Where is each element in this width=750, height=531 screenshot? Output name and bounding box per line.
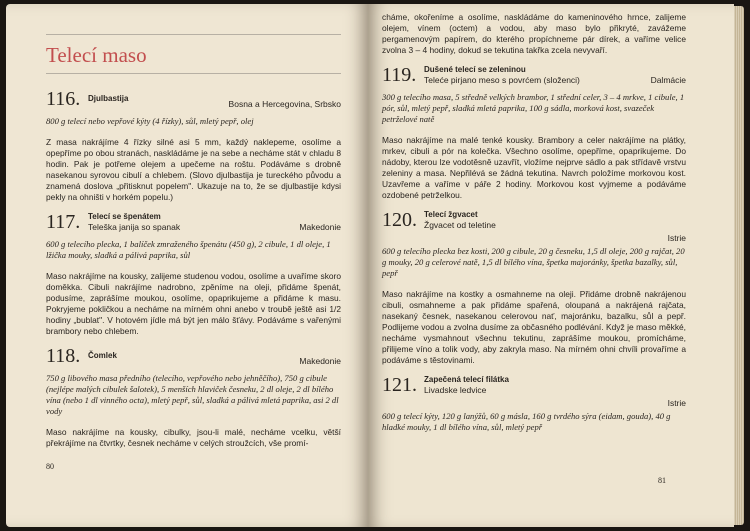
recipe-origin: Istrie — [667, 233, 686, 243]
recipe-119-header — [382, 64, 686, 86]
recipe-118-ingredients: 750 g libového masa předního (telecího, vepřového nebo jehněčího), 750 g cibule (nejlépe malých cibulek šalotek), 5 menších hlaviček česneku, 2 dl oleje, 2 dl bílého vína (nebo 1 dl vinného octa), mletý pepř, sůl, sladká a pálivá mletá paprika, asi 2 dl vody — [46, 373, 339, 416]
page-number-left: 80 — [46, 462, 54, 471]
page-edges — [734, 6, 744, 525]
recipe-name: Djulbastija — [88, 94, 129, 103]
recipe-117-ingredients: 600 g telecího plecka, 1 balíček zmraženého špenátu (450 g), 2 cibule, 1 dl oleje, 1 lžička mouky, sladká a pálivá paprika, sůl — [46, 239, 331, 260]
recipe-118-instructions: Maso nakrájíme na kousky, cibulky, jsou-li malé, necháme vcelku, větší překrájíme na čtvrtky, česnek necháme v celých stroužcích, vše promí- — [46, 427, 341, 448]
recipe-number: 118. — [46, 345, 81, 367]
recipe-origin: Makedonie — [299, 222, 341, 232]
recipe-subtitle: Livadske ledvice — [424, 385, 487, 395]
recipe-116-header — [46, 88, 341, 110]
recipe-origin: Makedonie — [299, 356, 341, 366]
recipe-names — [424, 375, 686, 396]
recipe-118-header — [46, 345, 341, 367]
recipe-names — [424, 65, 686, 86]
recipe-origin: Dalmácie — [650, 75, 686, 85]
recipe-number: 117. — [46, 211, 81, 233]
title-rule — [46, 73, 341, 74]
recipe-117-instructions: Maso nakrájíme na kousky, zalijeme studenou vodou, osolíme a uvaříme skoro doměkka. Cibuli nakrájíme nadrobno, zpěníme na oleji, přidáme špenát, podusíme, zaprášíme moukou, osolíme, opaprikujeme a přidáme k masu. Pokryjeme pokličkou a necháme na mírném ohni anebo v troubě ještě asi 1/2 hodiny „bublat". V hotovém jídle má být jen málo šťávy. Podáváme s vařenými brambory nebo chlebem. — [46, 271, 341, 336]
recipe-117-header — [46, 211, 341, 233]
top-rule — [46, 34, 341, 35]
recipe-name: Telecí se špenátem — [88, 212, 161, 221]
recipe-number: 116. — [46, 88, 81, 110]
recipe-121-ingredients: 600 g telecí kýty, 120 g lanýžů, 60 g másla, 160 g tvrdého sýra (eidam, gouda), 40 g hladké mouky, 1 dl bílého vína, sůl, mletý pepř — [382, 411, 671, 432]
recipe-116-ingredients: 800 g telecí nebo vepřové kýty (4 řízky), sůl, mletý pepř, olej — [46, 116, 254, 126]
recipe-118-continuation: cháme, okořeníme a osolíme, naskládáme do kameninového hrnce, zalijeme olejem, vínem (octem) a vodou, aby maso bylo přikryté, zavážeme pergamenovým papírem, do kterého propíchneme pár dírek, a vaříme velice zvolna 3 – 4 hodiny, dokud se tekutina takřka zcela nevyvaří. — [382, 12, 686, 55]
right-column — [382, 12, 686, 443]
page-number-right: 81 — [658, 476, 666, 485]
recipe-origin: Bosna a Hercegovina, Srbsko — [228, 99, 341, 109]
recipe-119-ingredients: 300 g telecího masa, 5 středně velkých brambor, 1 střední celer, 3 – 4 mrkve, 1 cibule, 1 pór, sůl, mletý pepř, sladká mletá paprika, 100 g sádla, morková kost, svazeček petrželové natě — [382, 92, 685, 124]
open-book — [6, 4, 744, 527]
recipe-121-header — [382, 374, 686, 396]
recipe-name: Čomlek — [88, 351, 117, 360]
recipe-120-header — [382, 209, 686, 231]
recipe-120-ingredients: 600 g telecího plecka bez kosti, 200 g cibule, 20 g česneku, 1,5 dl oleje, 200 g rajčat, 20 g mouky, 20 g celerové natě, 1,5 dl bílého vína, špetka majoránky, špetka bazalky, sůl, pepř — [382, 246, 685, 278]
left-page — [6, 4, 368, 527]
chapter-title: Telecí maso — [46, 43, 147, 67]
left-column — [46, 34, 341, 457]
recipe-subtitle: Teleška janija so spanak — [88, 222, 181, 232]
recipe-116-instructions: Z masa nakrájíme 4 řízky silné asi 5 mm, každý naklepeme, osolíme a opepříme po obou stranách, naskládáme je na sebe a necháme stát v chladu 8 hodin. Pak je potřeme olejem a upečeme na roštu. Podáváme s drobně nasekanou syrovou cibulí a chlebem. (Slovo djulbastija je tureckého původu a znamená doslova „přitisknut popelem". Ukazuje na to, že se djulbastije kdysi pekly na ohništi v horkém popelu.) — [46, 137, 341, 202]
recipe-names — [424, 210, 686, 231]
recipe-subtitle: Žgvacet od teletine — [424, 220, 496, 230]
recipe-number: 121. — [382, 374, 417, 396]
recipe-120-instructions: Maso nakrájíme na kostky a osmahneme na oleji. Přidáme drobně nakrájenou cibuli, osmahneme a pak přidáme spařená, oloupaná a nakrájená rajčata, nasekaný česnek, nasekanou celerovou nať, majoránku, bazalku, sůl a pepř. Podlijeme vodou a zvolna dusíme za občasného podlévání. Když je maso měkké, necháme vysmahnout všechnu tekutinu, zaprášíme moukou, promícháme, přilijeme víno a tolik vody, aby zakryla maso. Na mírném ohni chvíli provaříme a podáváme s těstovinami. — [382, 289, 686, 365]
recipe-name: Zapečená telecí filátka — [424, 375, 509, 384]
recipe-119-instructions: Maso nakrájíme na malé tenké kousky. Brambory a celer nakrájíme na plátky, mrkev, cibuli a pór na kolečka. Všechno osolíme, opepříme, opaprikujeme. Do nádoby, kterou lze vodotěsně uzavřít, vložíme nejprve sádlo a pak střídavě vrstvu zeleniny a masa. Nepřilévá se žádná tekutina. Navrch položíme morkovou kost. Uzavřeme a vaříme v páře 2 hodiny. Morkovou kost vyjmeme a podáváme ozdobené petrželkou. — [382, 135, 686, 200]
right-page — [368, 4, 734, 527]
recipe-origin: Istrie — [667, 398, 686, 408]
recipe-subtitle: Teleće pirjano meso s povrćem (složenci) — [424, 75, 580, 85]
recipe-number: 120. — [382, 209, 417, 231]
recipe-name: Telecí žgvacet — [424, 210, 478, 219]
recipe-name: Dušené telecí se zeleninou — [424, 65, 526, 74]
recipe-number: 119. — [382, 64, 417, 86]
